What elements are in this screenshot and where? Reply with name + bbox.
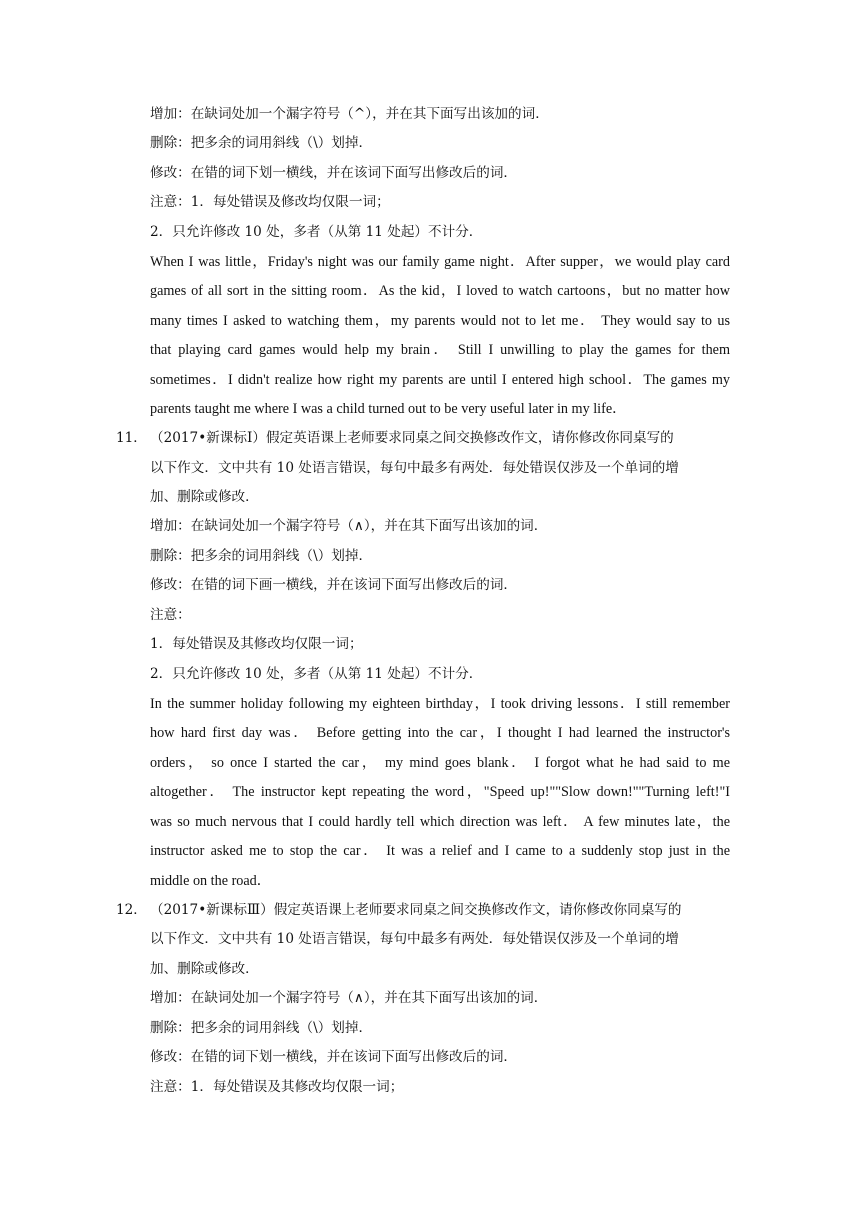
question-stem: 加、删除或修改．: [150, 489, 259, 505]
note-line-1: 注意：1．每处错误及其修改均仅限一词；: [150, 1079, 404, 1095]
question-stem: （2017•新课标Ⅰ）假定英语课上老师要求同桌之间交换修改作文，请你修改你同桌写的: [150, 430, 674, 446]
passage-line: was so much nervous that I could hardly tell which direction was left． A few minutes late，the: [150, 814, 730, 830]
passage-line: When I was little，Friday's night was our family game night．After supper，we would play card: [150, 254, 730, 270]
modify-rule: 修改：在错的词下划一横线，并在该词下面写出修改后的词．: [150, 165, 518, 181]
passage-line: sometimes．I didn't realize how right my parents are until I entered high school．The games my: [150, 372, 730, 388]
passage-line: middle on the road．: [150, 873, 271, 889]
note-label: 注意：: [150, 607, 191, 623]
note-line-1: 1．每处错误及其修改均仅限一词；: [150, 636, 363, 652]
question-number: 12．: [116, 902, 147, 918]
passage-line: instructor asked me to stop the car． It was a relief and I came to a suddenly stop just in the: [150, 843, 730, 859]
question-stem: 以下作文．文中共有 10 处语言错误，每句中最多有两处．每处错误仅涉及一个单词的增: [150, 931, 679, 947]
note-line-2: 2．只允许修改 10 处，多者（从第 11 处起）不计分．: [150, 224, 483, 240]
modify-rule: 修改：在错的词下划一横线，并在该词下面写出修改后的词．: [150, 1049, 518, 1065]
question-stem: 以下作文．文中共有 10 处语言错误，每句中最多有两处．每处错误仅涉及一个单词的增: [150, 460, 679, 476]
add-rule: 增加：在缺词处加一个漏字符号（^），并在其下面写出该加的词．: [150, 106, 549, 122]
question-number: 11．: [116, 430, 147, 446]
passage-line: games of all sort in the sitting room．As the kid，I loved to watch cartoons，but no matter how: [150, 283, 730, 299]
passage-line: orders， so once I started the car， my mind goes blank． I forgot what he had said to me: [150, 755, 730, 771]
add-rule: 增加：在缺词处加一个漏字符号（∧），并在其下面写出该加的词．: [150, 990, 548, 1006]
question-stem: （2017•新课标Ⅲ）假定英语课上老师要求同桌之间交换修改作文，请你修改你同桌写的: [150, 902, 682, 918]
modify-rule: 修改：在错的词下画一横线，并在该词下面写出修改后的词．: [150, 577, 518, 593]
note-line-1: 注意：1．每处错误及修改均仅限一词；: [150, 194, 390, 210]
delete-rule: 删除：把多余的词用斜线（\）划掉．: [150, 1020, 373, 1036]
passage-line: parents taught me where I was a child turned out to be very useful later in my life．: [150, 401, 627, 417]
passage-line: that playing card games would help my brain． Still I unwilling to play the games for them: [150, 342, 730, 358]
passage-line: how hard first day was． Before getting into the car，I thought I had learned the instructor's: [150, 725, 730, 741]
delete-rule: 删除：把多余的词用斜线（\）划掉．: [150, 135, 373, 151]
passage-line: In the summer holiday following my eighteen birthday，I took driving lessons．I still remember: [150, 696, 730, 712]
note-line-2: 2．只允许修改 10 处，多者（从第 11 处起）不计分．: [150, 666, 483, 682]
add-rule: 增加：在缺词处加一个漏字符号（∧），并在其下面写出该加的词．: [150, 518, 548, 534]
delete-rule: 删除：把多余的词用斜线（\）划掉．: [150, 548, 373, 564]
passage-line: many times I asked to watching them，my parents would not to let me． They would say to us: [150, 313, 730, 329]
passage-line: altogether． The instructor kept repeating the word，"Speed up!""Slow down!""Turning left!"I: [150, 784, 730, 800]
question-stem: 加、删除或修改．: [150, 961, 259, 977]
